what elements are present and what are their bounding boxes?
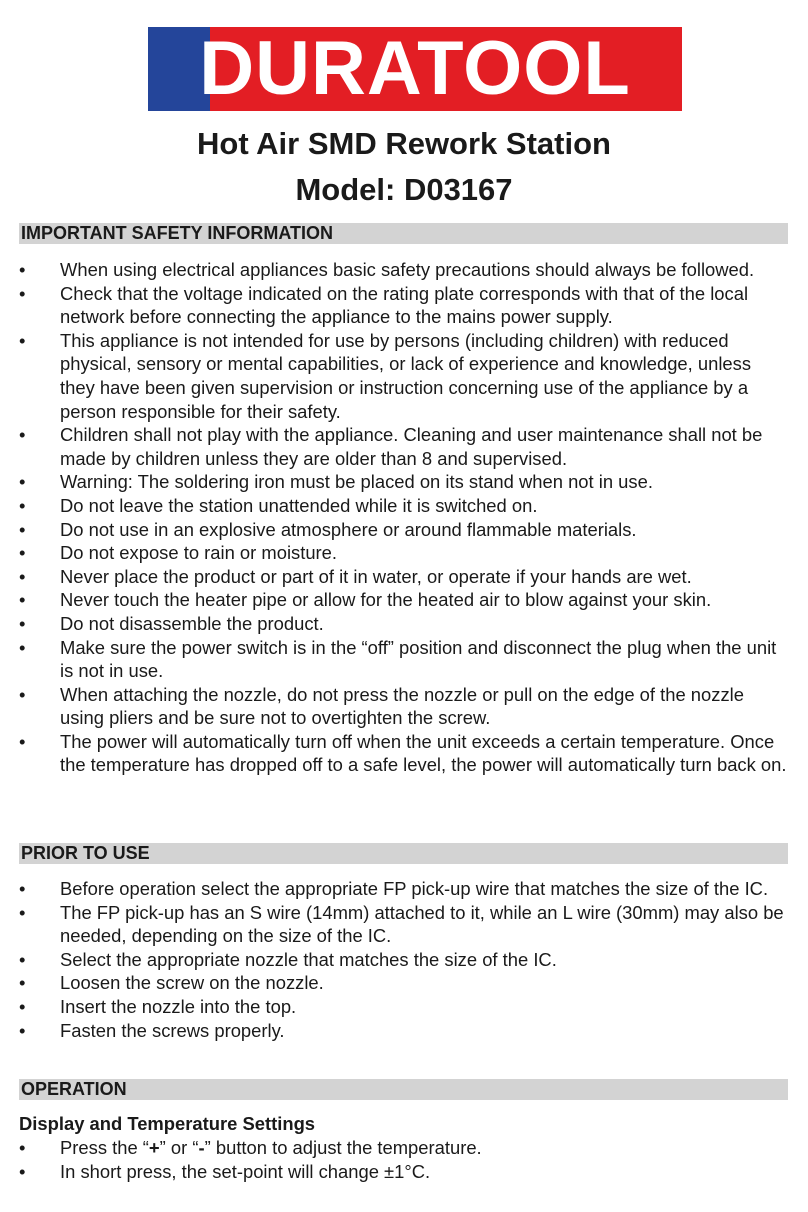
- bullet: •: [19, 282, 26, 304]
- bullet: •: [19, 878, 26, 899]
- bullet: •: [19, 995, 26, 1017]
- bullet: •: [19, 424, 26, 446]
- bullet: •: [19, 471, 26, 493]
- bullet: •: [19, 683, 26, 705]
- list-item: • Make sure the power switch is in the “off” position and disconnect the plug when the unit is not in use.: [19, 636, 777, 682]
- bullet: •: [19, 612, 26, 634]
- bullet: •: [19, 494, 26, 516]
- bullet: •: [19, 1019, 26, 1041]
- list-item: • Warning: The soldering iron must be placed on its stand when not in use.: [19, 471, 653, 493]
- list-item: • When using electrical appliances basic safety precautions should always be followed.: [19, 259, 755, 280]
- bullet: •: [19, 542, 26, 564]
- bullet: •: [19, 1137, 26, 1158]
- section-heading-prior: PRIOR TO USE: [19, 843, 788, 864]
- list-item: • When attaching the nozzle, do not press the nozzle or pull on the edge of the nozzle using pliers and be sure not to overtighten the screw.: [19, 683, 744, 729]
- list-item: • Before operation select the appropriate FP pick-up wire that matches the size of the IC.: [19, 878, 769, 899]
- safety-list: [19, 258, 788, 777]
- bullet: •: [19, 636, 26, 658]
- bullet: •: [19, 972, 26, 994]
- list-item: • This appliance is not intended for use by persons (including children) with reduced physical, sensory or mental capabilities, or lack of experience and knowledge, unless they have been given supervision or instruction concerning use of the appliance by a person responsible for their safety.: [19, 329, 752, 422]
- minus-symbol: -: [198, 1137, 205, 1158]
- list-item: • Do not use in an explosive atmosphere or around flammable materials.: [19, 518, 637, 540]
- bullet: •: [19, 589, 26, 611]
- list-item: • In short press, the set-point will change ±1°C.: [19, 1160, 431, 1182]
- logo-text: DURATOOL: [199, 26, 631, 111]
- operation-list: [19, 1136, 788, 1183]
- page-title: Hot Air SMD Rework Station: [197, 126, 611, 161]
- duratool-logo: [148, 27, 682, 111]
- bullet: •: [19, 565, 26, 587]
- bullet: •: [19, 948, 26, 970]
- subheading-display-temperature: Display and Temperature Settings: [19, 1113, 316, 1134]
- list-item: • The FP pick-up has an S wire (14mm) attached to it, while an L wire (30mm) may also be needed, depending on the size of the IC.: [19, 901, 784, 947]
- list-item: • Do not leave the station unattended while it is switched on.: [19, 494, 538, 516]
- model-number: Model: D03167: [295, 172, 513, 207]
- list-item: • Never place the product or part of it in water, or operate if your hands are wet.: [19, 565, 692, 587]
- list-item: • Select the appropriate nozzle that matches the size of the IC.: [19, 948, 557, 970]
- list-item: • Check that the voltage indicated on the rating plate corresponds with that of the local network before connecting the appliance to the mains power supply.: [19, 282, 749, 328]
- section-heading-operation: OPERATION: [19, 1079, 788, 1100]
- list-item: • Never touch the heater pipe or allow for the heated air to blow against your skin.: [19, 589, 712, 611]
- list-item: • Do not expose to rain or moisture.: [19, 542, 338, 564]
- plus-symbol: +: [148, 1137, 160, 1158]
- list-item: • Children shall not play with the appliance. Cleaning and user maintenance shall not be made by children unless they are older than 8 and supervised.: [19, 424, 763, 469]
- list-item: • Press the “+” or “-” button to adjust the temperature.: [19, 1137, 482, 1158]
- prior-list: [19, 877, 788, 1042]
- list-item: • Loosen the screw on the nozzle.: [19, 972, 324, 994]
- bullet: •: [19, 730, 26, 752]
- list-item: • Fasten the screws properly.: [19, 1019, 285, 1041]
- bullet: •: [19, 518, 26, 540]
- section-heading-safety: IMPORTANT SAFETY INFORMATION: [19, 223, 788, 244]
- bullet: •: [19, 901, 26, 923]
- bullet: •: [19, 1160, 26, 1182]
- bullet: •: [19, 259, 26, 280]
- bullet: •: [19, 329, 26, 351]
- list-item: • Insert the nozzle into the top.: [19, 995, 297, 1017]
- list-item: • Do not disassemble the product.: [19, 612, 324, 634]
- list-item: • The power will automatically turn off when the unit exceeds a certain temperature. Once the temperature has dropped off to a safe level, the power will automatically turn back on.: [19, 730, 787, 776]
